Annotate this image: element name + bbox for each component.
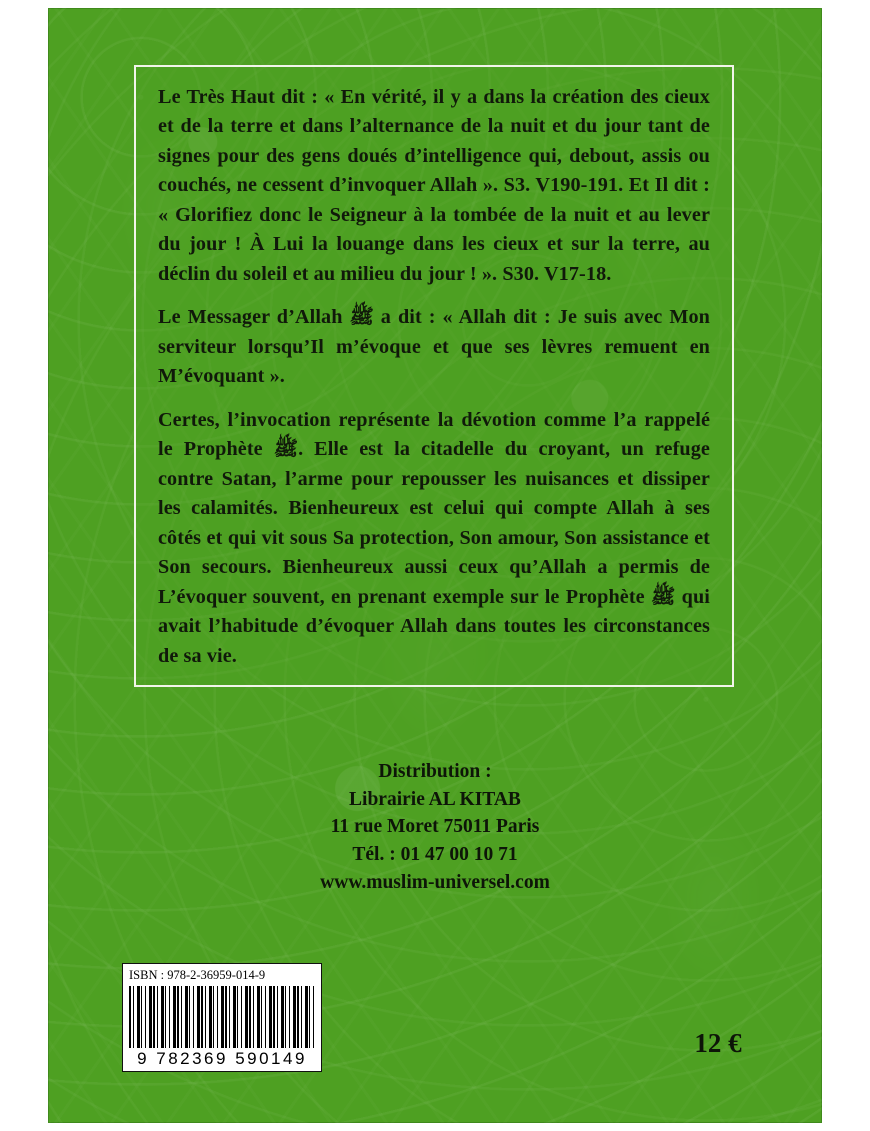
distribution-address: 11 rue Moret 75011 Paris	[330, 816, 540, 838]
distribution-website: www.muslim-universel.com	[320, 871, 550, 893]
barcode-bars-icon	[129, 986, 315, 1048]
isbn-label: ISBN : 978-2-36959-014-9	[129, 968, 266, 982]
price-label: 12 €	[694, 1028, 742, 1058]
distribution-block	[48, 758, 822, 896]
paragraph-quran-quote: Le Très Haut dit : « En vérité, il y a dans la création des cieux et de la terre et dans l’alternance de la nuit et du jour tant de signes pour des gens doués d’intelligence qui, debout, assis ou couchés, ne cessent d’invoquer Allah ». S3. V190-191. Et Il dit : « Glorifiez donc le Seigneur à la tombée de la nuit et au lever du jour ! À Lui la louange dans les cieux et sur la terre, au déclin du soleil et au milieu du jour ! ». S30. V17-18.	[158, 86, 710, 285]
isbn-barcode	[122, 963, 322, 1072]
isbn-digits: 9 782369 590149	[137, 1049, 307, 1068]
distribution-phone: Tél. : 01 47 00 10 71	[352, 844, 518, 866]
distribution-title: Distribution :	[378, 761, 492, 782]
paragraph-commentary: Certes, l’invocation représente la dévotion comme l’a rappelé le Prophète ﷺ. Elle est la citadelle du croyant, un refuge contre Satan, l’arme pour repousser les nuisances et dissiper les calamités. Bienheureux est celui qui compte Allah à ses côtés et qui vit sous Sa protection, Son amour, Son assistance et Son secours. Bienheureux aussi ceux qu’Allah a permis de L’évoquer souvent, en prenant exemple sur le Prophète ﷺ qui avait l’habitude d’évoquer Allah dans toutes les circonstances de sa vie.	[158, 408, 710, 667]
quote-text-box	[134, 65, 734, 687]
cover-background	[48, 8, 822, 1123]
distribution-name: Librairie AL KITAB	[349, 788, 521, 810]
paragraph-hadith-quote: Le Messager d’Allah ﷺ a dit : « Allah dit : Je suis avec Mon serviteur lorsqu’Il m’évoque et que ses lèvres remuent en M’évoquant ».	[158, 306, 711, 388]
